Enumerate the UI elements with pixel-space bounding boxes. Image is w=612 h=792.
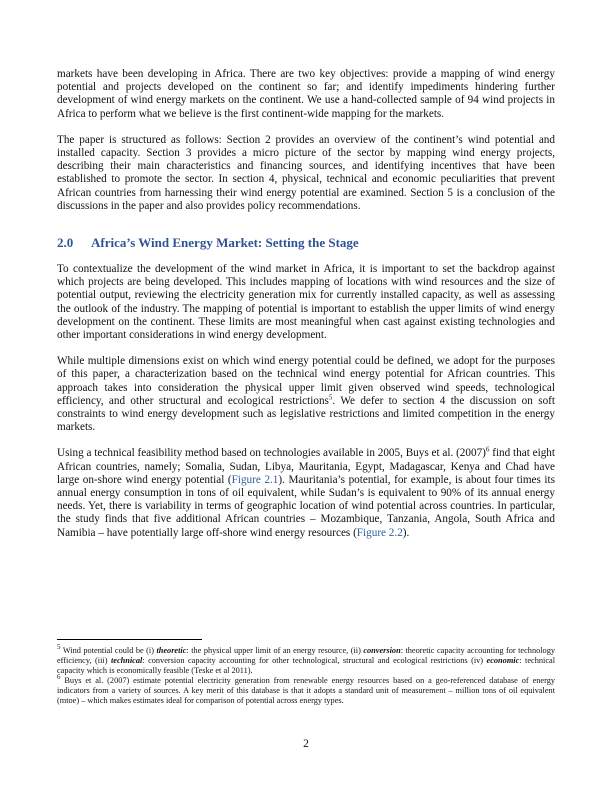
footnote-mark-6: 6 bbox=[57, 673, 61, 682]
paragraph-context: To contextualize the development of the wind market in Africa, it is important to set the backdrop against which projects are being developed. This includes mapping of locations with wind resources and the size of potential output, reviewing the electricity generation mix for currently installed capacity, as well as assessing the outlook of the industry. The mapping of potential is important to establish the upper limits of wind energy development on the continent. These limits are most meaningful when cast against existing technologies and other important considerations in wind energy development. bbox=[57, 263, 555, 342]
paragraph-intro-end: markets have been developing in Africa. There are two key objectives: provide a mapping of wind energy potential and projects developed on the continent so far; and identify impediments hindering further development of wind energy markets on the continent. We use a hand-collected sample of 94 wind projects in Africa to perform what we believe is the first continent-wide mapping for the markets. bbox=[57, 68, 555, 120]
footnote-5-term-conversion: conversion bbox=[363, 646, 401, 655]
footnote-divider bbox=[57, 639, 202, 640]
paragraph-feasibility bbox=[57, 447, 555, 539]
footnote-ref-5[interactable]: 5 bbox=[328, 393, 333, 402]
footnote-ref-6[interactable]: 6 bbox=[485, 445, 490, 454]
paragraph-feasibility-text-b: find that eight African countries, namely; Somalia, Sudan, Libya, Mauritania, Egypt, Madagascar, Kenya and Chad have large on-shore wind energy potential ( bbox=[57, 447, 555, 486]
footnote-5-text-4: : conversion capacity accounting for other technological, structural and ecological restrictions (iv) bbox=[142, 656, 487, 665]
footnote-5-term-economic: economic bbox=[486, 656, 520, 665]
section-title: Africa’s Wind Energy Market: Setting the Stage bbox=[91, 235, 359, 251]
paragraph-structure: The paper is structured as follows: Section 2 provides an overview of the continent’s wind potential and installed capacity. Section 3 provides a micro picture of the sector by mapping wind energy projects, describing their main characteristics and financing sources, and identifying incentives that have been established to promote the sector. In section 4, physical, technical and economic peculiarities that prevent African countries from harnessing their wind energy potential are examined. Section 5 is a conclusion of the discussions in the paper and also provides policy recommendations. bbox=[57, 133, 555, 212]
footnote-5-term-theoretic: theoretic bbox=[156, 646, 187, 655]
footnote-5-text-1: Wind potential could be (i) bbox=[60, 646, 157, 655]
document-body bbox=[57, 68, 555, 553]
footnote-mark-5: 5 bbox=[57, 643, 61, 652]
footnote-6-text: Buys et al. (2007) estimate potential electricity generation from renewable energy resources based on a geo-referenced database of energy indicators from a variety of sources. A key merit of this database is that it adopts a standard unit of measurement – million tons of oil equivalent (mtoe) – which makes estimates ideal for comparison of potential across energy types. bbox=[57, 676, 555, 705]
footnote-6 bbox=[57, 673, 555, 706]
figure-link-2-1[interactable]: Figure 2.1 bbox=[231, 473, 279, 486]
paragraph-feasibility-text-c: ). Mauritania’s potential, for example, is about four times its annual energy consumption in tons of oil equivalent, while Sudan’s is equivalent to 90% of its annual energy needs. Yet, there is variability in terms of geographic location of wind potential across countries. In particular, the study finds that five additional African countries – Mozambique, Tanzania, Angola, South Africa and Namibia – have potentially large off-shore wind energy resources ( bbox=[57, 473, 555, 539]
paragraph-dimensions-text-b: . We defer to section 4 the discussion on soft constraints to wind energy development such as legislative restrictions and limited competition in the energy markets. bbox=[57, 394, 555, 434]
page-number: 2 bbox=[303, 738, 309, 750]
paragraph-dimensions-text-a: While multiple dimensions exist on which wind energy potential could be defined, we adopt for the purposes of this paper, a characterization based on the technical wind energy potential for African countries. This approach takes into consideration the physical upper limit given observed wind speeds, technological efficiency, and other structural and ecological restrictions bbox=[57, 355, 555, 407]
figure-link-2-2[interactable]: Figure 2.2 bbox=[356, 526, 403, 539]
footnote-5-text-3: : theoretic capacity accounting for technology efficiency, (iii) bbox=[57, 646, 555, 665]
paragraph-feasibility-text-a: Using a technical feasibility method based on technologies available in 2005, Buys et al. (2007) bbox=[57, 447, 486, 460]
section-number: 2.0 bbox=[57, 235, 74, 251]
footnote-5-text-2: : the physical upper limit of an energy resource, (ii) bbox=[186, 646, 364, 655]
section-heading bbox=[57, 235, 555, 251]
footnote-5 bbox=[57, 643, 555, 676]
paragraph-dimensions bbox=[57, 355, 555, 434]
paragraph-feasibility-text-d: ). bbox=[402, 526, 410, 539]
footnote-5-term-technical: technical bbox=[110, 656, 143, 665]
footnotes bbox=[57, 643, 555, 706]
footnote-5-text-5: : technical capacity which is economically feasible (Teske et al 2011). bbox=[57, 656, 555, 675]
